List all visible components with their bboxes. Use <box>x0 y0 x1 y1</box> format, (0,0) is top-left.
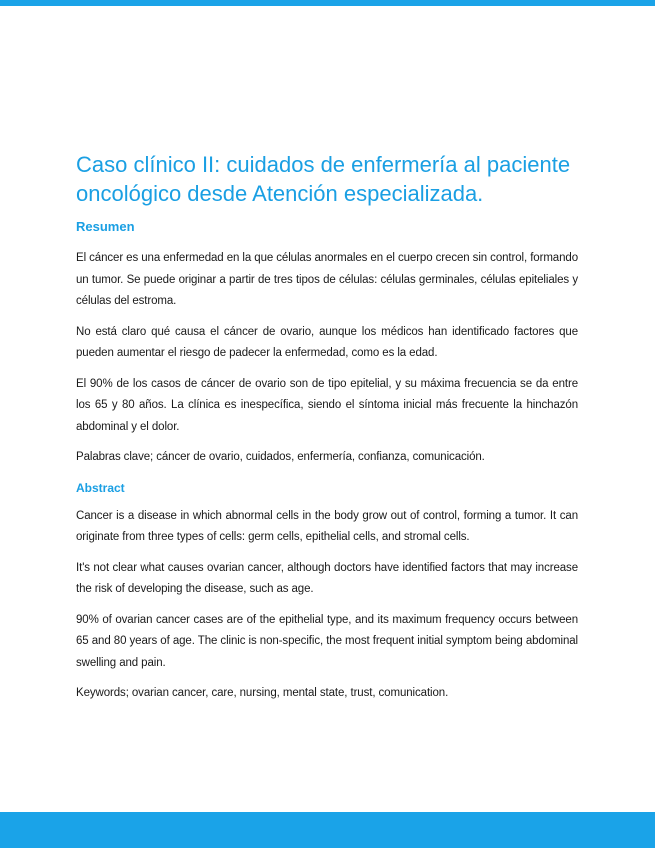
abstract-paragraph-2: It's not clear what causes ovarian cancer, although doctors have identified factors that may increase the risk of developing the disease, such as age. <box>76 561 578 595</box>
article-content <box>76 150 578 714</box>
abstract-heading: Abstract <box>76 480 125 495</box>
resumen-paragraph-3: El 90% de los casos de cáncer de ovario son de tipo epitelial, y su máxima frecuencia se da entre los 65 y 80 años. La clínica es inespecífica, siendo el síntoma inicial más frecuente la hinchazón abdominal y el dolor. <box>76 377 578 433</box>
resumen-paragraph-2: No está claro qué causa el cáncer de ovario, aunque los médicos han identificado factores que pueden aumentar el riesgo de padecer la enfermedad, como es la edad. <box>76 325 578 359</box>
resumen-heading: Resumen <box>76 219 135 234</box>
top-accent-bar <box>0 0 655 6</box>
resumen-keywords: Palabras clave; cáncer de ovario, cuidados, enfermería, confianza, comunicación. <box>76 451 485 463</box>
bottom-accent-bar <box>0 812 655 848</box>
article-title: Caso clínico II: cuidados de enfermería al paciente oncológico desde Atención especializada. <box>76 152 571 206</box>
resumen-paragraph-1: El cáncer es una enfermedad en la que células anormales en el cuerpo crecen sin control, formando un tumor. Se puede originar a partir de tres tipos de células: células germinales, células epiteliales y células del estroma. <box>76 252 578 307</box>
abstract-keywords: Keywords; ovarian cancer, care, nursing, mental state, trust, comunication. <box>76 687 449 699</box>
abstract-paragraph-1: Cancer is a disease in which abnormal cells in the body grow out of control, forming a tumor. It can originate from three types of cells: germ cells, epithelial cells, and stromal cells. <box>76 509 578 543</box>
abstract-paragraph-3: 90% of ovarian cancer cases are of the epithelial type, and its maximum frequency occurs between 65 and 80 years of age. The clinic is non-specific, the most frequent initial symptom being abdominal swelling and pain. <box>76 613 578 669</box>
